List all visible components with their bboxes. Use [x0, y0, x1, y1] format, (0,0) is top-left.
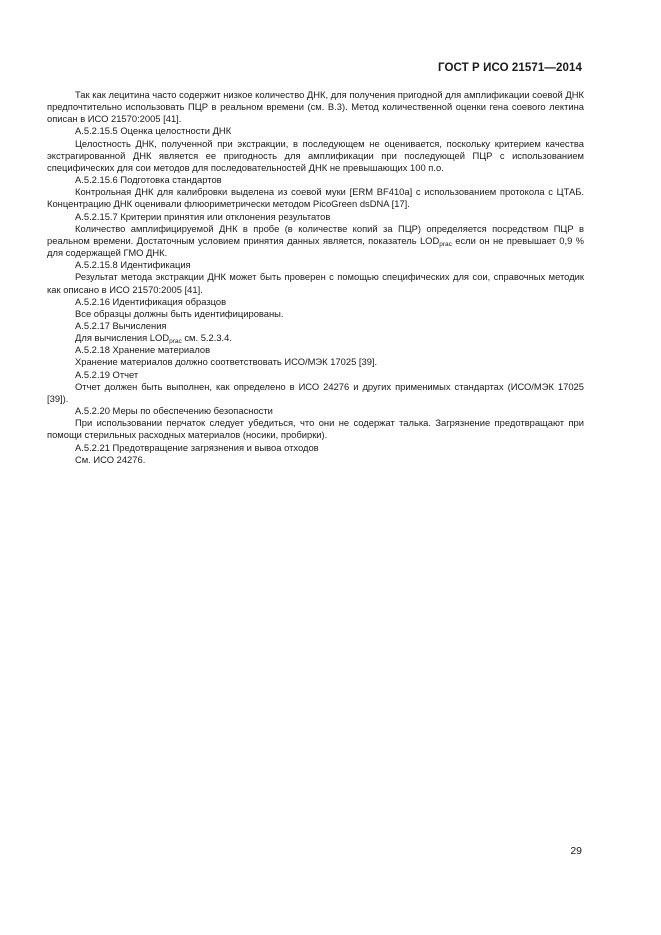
paragraph-identification: Результат метода экстракции ДНК может быть проверен с помощью специфических для сои, справочных методик как описано в ИСО 21570:2005 [41]. — [47, 271, 584, 295]
paragraph-dna-integrity: Целостность ДНК, полученной при экстракции, в последующем не оценивается, поскольку критерием качества экстрагированной ДНК является ее пригодность для амплификации при последующей ПЦР с использованием специфических для сои методов для последовательностей ДНК не превышающих 100 п.о. — [47, 137, 584, 173]
document-header: ГОСТ Р ИСО 21571—2014 — [437, 62, 582, 74]
paragraph-report: Отчет должен быть выполнен, как определено в ИСО 24276 и других применимых стандартах (ИСО/МЭК 17025 [39]). — [47, 380, 584, 404]
paragraph-safety: При использовании перчаток следует убедиться, что они не содержат талька. Загрязнение предотвращают при помощи стерильных расходных материалов (носики, пробирки). — [47, 417, 584, 441]
paragraph-sample-identification: Все образцы должны быть идентифицированы. — [75, 307, 284, 319]
section-heading-a5220: А.5.2.20 Меры по обеспечению безопасности — [75, 405, 273, 417]
paragraph-calculations — [47, 332, 584, 344]
section-heading-a52156: А.5.2.15.6 Подготовка стандартов — [75, 174, 222, 186]
section-heading-a5217: А.5.2.17 Вычисления — [75, 319, 167, 331]
section-heading-a5218: А.5.2.18 Хранение материалов — [75, 344, 211, 356]
document-body — [47, 89, 584, 466]
lod-subscript: prac — [439, 240, 452, 248]
paragraph-storage: Хранение материалов должно соответствовать ИСО/МЭК 17025 [39]. — [75, 356, 378, 368]
calc-text-end: см. 5.2.3.4. — [181, 332, 232, 344]
calc-text-start: Для вычисления LOD — [75, 332, 170, 344]
paragraph-waste: См. ИСО 24276. — [75, 453, 146, 465]
paragraph-standards: Контрольная ДНК для калибровки выделена из соевой муки [ERM BF410a] с использованием протокола с ЦТАБ. Концентрацию ДНК оценивали флюориметрически методом PicoGreen dsDNA [17]. — [47, 186, 584, 210]
page-number: 29 — [570, 845, 582, 857]
section-heading-a5216: А.5.2.16 Идентификация образцов — [75, 295, 227, 307]
section-heading-a52155: А.5.2.15.5 Оценка целостности ДНК — [75, 125, 232, 137]
section-heading-a52158: А.5.2.15.8 Идентификация — [75, 259, 191, 271]
section-heading-a52157: А.5.2.15.7 Критерии принятия или отклонения результатов — [75, 210, 331, 222]
acceptance-text-end: если он не превышает 0,9 % для содержащей ГМО ДНК. — [47, 234, 585, 259]
paragraph-acceptance-criteria — [47, 223, 584, 259]
acceptance-text-start: Количество амплифицируемой ДНК в пробе (в количестве копий за ПЦР) определяется посредством ПЦР в реальном времени. Достаточным условием принятия данных является, показатель LOD — [47, 222, 584, 246]
paragraph-lecithin: Так как лецитина часто содержит низкое количество ДНК, для получения пригодной для амплификации соевой ДНК предпочтительно использовать ПЦР в реальном времени (см. В.3). Метод количественной оценки гена соевого лектина описан в ИСО 21570:2005 [41]. — [47, 89, 584, 125]
lod-subscript: prac — [169, 338, 182, 346]
section-heading-a5221: А.5.2.21 Предотвращение загрязнения и вывоа отходов — [75, 441, 319, 453]
section-heading-a5219: А.5.2.19 Отчет — [75, 368, 139, 380]
